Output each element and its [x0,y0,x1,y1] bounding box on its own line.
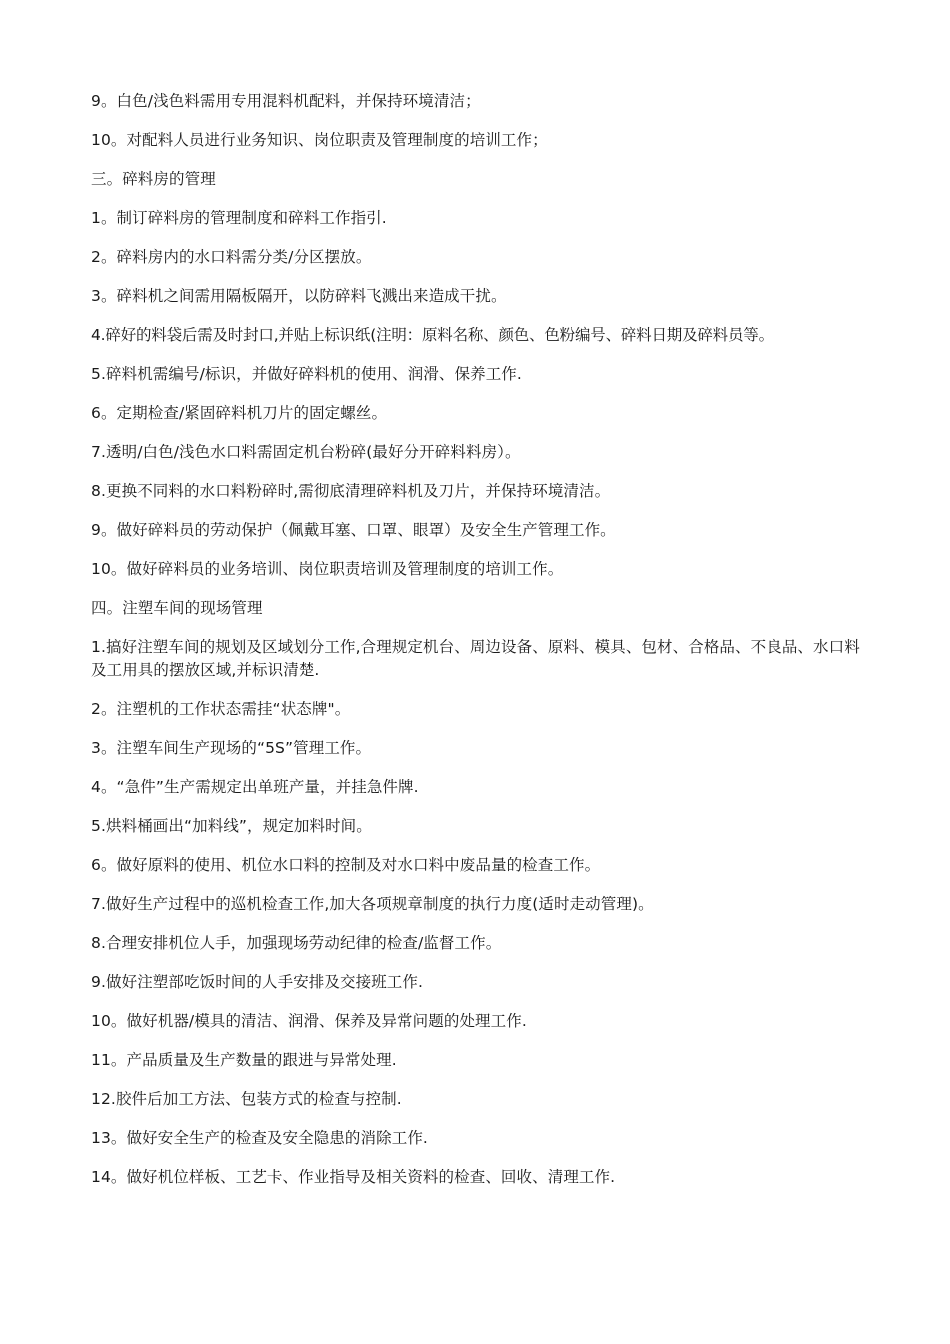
paragraph: 1。制订碎料房的管理制度和碎料工作指引. [91,209,387,227]
paragraph: 10。做好机器/模具的清洁、润滑、保养及异常问题的处理工作. [91,1012,527,1030]
paragraph: 2。碎料房内的水口料需分类/分区摆放。 [91,248,372,266]
paragraph: 11。产品质量及生产数量的跟进与异常处理. [91,1051,397,1069]
paragraph: 2。注塑机的工作状态需挂“状态牌"。 [91,700,351,718]
section-heading: 四。注塑车间的现场管理 [91,599,263,617]
paragraph: 8.合理安排机位人手，加强现场劳动纪律的检查/监督工作。 [91,934,502,952]
paragraph: 9.做好注塑部吃饭时间的人手安排及交接班工作. [91,973,424,991]
section-heading: 三。碎料房的管理 [91,170,216,188]
paragraph: 5.烘料桶画出“加料线”，规定加料时间。 [91,817,372,835]
paragraph: 9。做好碎料员的劳动保护（佩戴耳塞、口罩、眼罩）及安全生产管理工作。 [91,521,616,539]
paragraph: 10。对配料人员进行业务知识、岗位职责及管理制度的培训工作； [91,131,548,149]
paragraph: 4.碎好的料袋后需及时封口,并贴上标识纸(注明：原料名称、颜色、色粉编号、碎料日期及碎料员等。 [91,326,774,344]
paragraph: 7.做好生产过程中的巡机检查工作,加大各项规章制度的执行力度(适时走动管理)。 [91,895,654,913]
paragraph: 14。做好机位样板、工艺卡、作业指导及相关资料的检查、回收、清理工作. [91,1168,616,1186]
paragraph: 6。做好原料的使用、机位水口料的控制及对水口料中废品量的检查工作。 [91,856,601,874]
paragraph: 3。碎料机之间需用隔板隔开，以防碎料飞溅出来造成干扰。 [91,287,507,305]
paragraph: 10。做好碎料员的业务培训、岗位职责培训及管理制度的培训工作。 [91,560,564,578]
paragraph: 9。白色/浅色料需用专用混料机配料，并保持环境清洁； [91,92,481,110]
document-body [91,90,871,1205]
paragraph: 12.胶件后加工方法、包装方式的检查与控制. [91,1090,402,1108]
paragraph: 8.更换不同料的水口料粉碎时,需彻底清理碎料机及刀片，并保持环境清洁。 [91,482,611,500]
paragraph: 7.透明/白色/浅色水口料需固定机台粉碎(最好分开碎料料房）。 [91,443,521,461]
paragraph: 6。定期检查/紧固碎料机刀片的固定螺丝。 [91,404,388,422]
paragraph: 4。“急件”生产需规定出单班产量，并挂急件牌. [91,778,419,796]
paragraph: 5.碎料机需编号/标识，并做好碎料机的使用、润滑、保养工作. [91,365,522,383]
paragraph: 1.搞好注塑车间的规划及区域划分工作,合理规定机台、周边设备、原料、模具、包材、合格品、不良品、水口料及工用具的摆放区域,并标识清楚. [91,638,860,679]
paragraph: 13。做好安全生产的检查及安全隐患的消除工作. [91,1129,428,1147]
paragraph: 3。注塑车间生产现场的“5S”管理工作。 [91,739,372,757]
